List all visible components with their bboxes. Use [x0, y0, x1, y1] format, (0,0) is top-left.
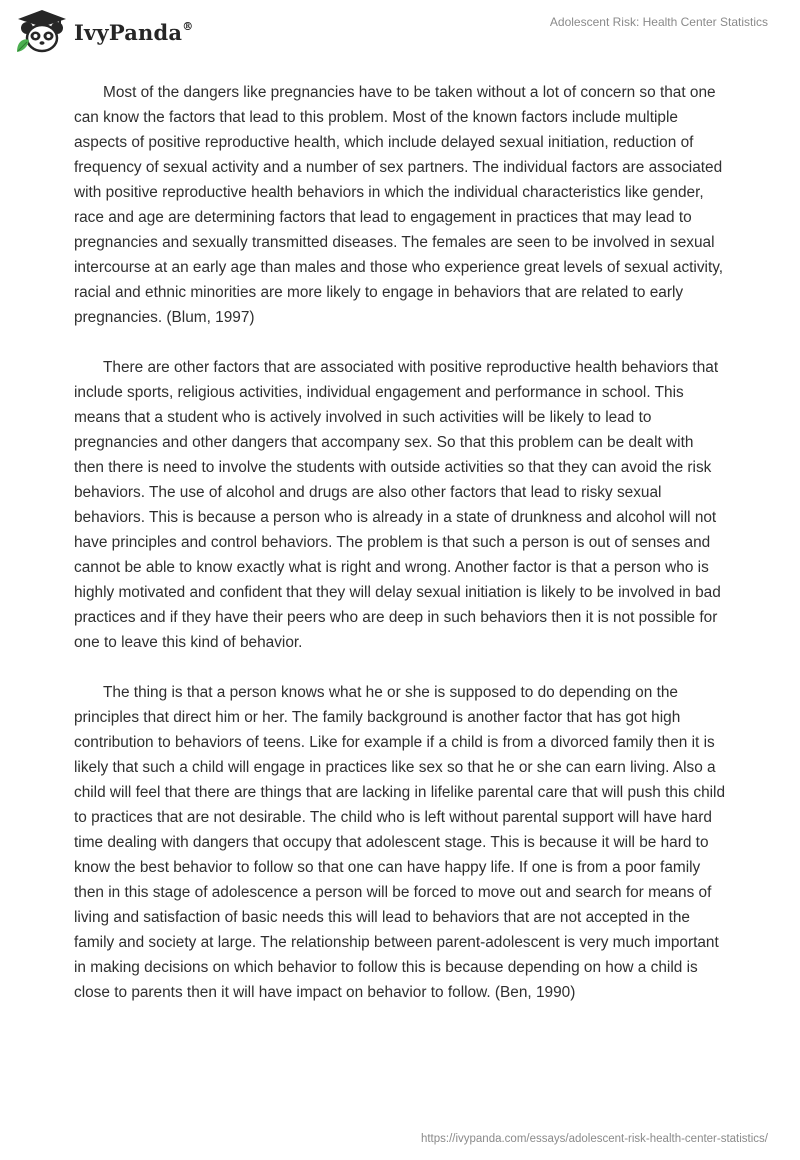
document-title: Adolescent Risk: Health Center Statistics	[549, 15, 768, 29]
logo-wordmark: IvyPanda®	[74, 19, 194, 45]
paragraph: The thing is that a person knows what he or she is supposed to do depending on the principles that direct him or her. The family background is another factor that has got high contribution to behaviors of teens. Like for example if a child is from a divorced family then it is likely that such a child will engage in practices like sex so that he or she can earn living. Also a child will feel that there are things that are lacking in lifelike parental care that will push this child to practices that are not desirable. The child who is left without parental support will have hard time dealing with dangers that occupy that adolescent stage. This is because it will be hard to know the best behavior to follow so that one can have happy life. If one is from a poor family then in this stage of adolescence a person will be forced to move out and search for means of living and satisfaction of basic needs this will lead to behaviors that are not accepted in the family and society at large. The relationship between parent-adolescent is very much important in making decisions on which behavior to follow this is because depending on how a child is close to parents then it will have impact on behavior to follow. (Ben, 1990)	[74, 684, 726, 1001]
paragraph: There are other factors that are associated with positive reproductive health behaviors that include sports, religious activities, individual engagement and performance in school. This means that a student who is actively involved in such activities will be likely to lead to pregnancies and other dangers that accompany sex. So that this problem can be dealt with then there is need to involve the students with outside activities so that they can avoid the risk behaviors. The use of alcohol and drugs are also other factors that lead to risky sexual behaviors. This is because a person who is already in a state of drunkness and alcohol will not have principles and control behaviors. The problem is that such a person is out of senses and cannot be able to know exactly what is right and wrong. Another factor is that a person who is highly motivated and confident that they will delay sexual initiation is likely to be involved in bad practices and if they have their peers who are deep in such behaviors then it is not possible for one to leave this kind of behavior.	[74, 359, 721, 651]
essay-body	[74, 80, 726, 1030]
page-header	[0, 0, 800, 60]
paragraph: Most of the dangers like pregnancies have to be taken without a lot of concern so that one can know the factors that lead to this problem. Most of the known factors include multiple aspects of positive reproductive health, which include delayed sexual initiation, reduction of frequency of sexual activity and a number of sex partners. The individual factors are associated with positive reproductive health behaviors in which the individual characteristics like gender, race and age are determining factors that lead to engagement in practices that may lead to pregnancies and sexually transmitted diseases. The females are seen to be involved in sexual intercourse at an early age than males and those who experience great levels of sexual activity, racial and ethnic minorities are more likely to engage in behaviors that are related to early pregnancies. (Blum, 1997)	[74, 84, 724, 326]
ivypanda-logo[interactable]	[14, 8, 193, 54]
source-url[interactable]: https://ivypanda.com/essays/adolescent-risk-health-center-statistics/	[420, 1133, 768, 1145]
panda-icon	[14, 8, 70, 54]
